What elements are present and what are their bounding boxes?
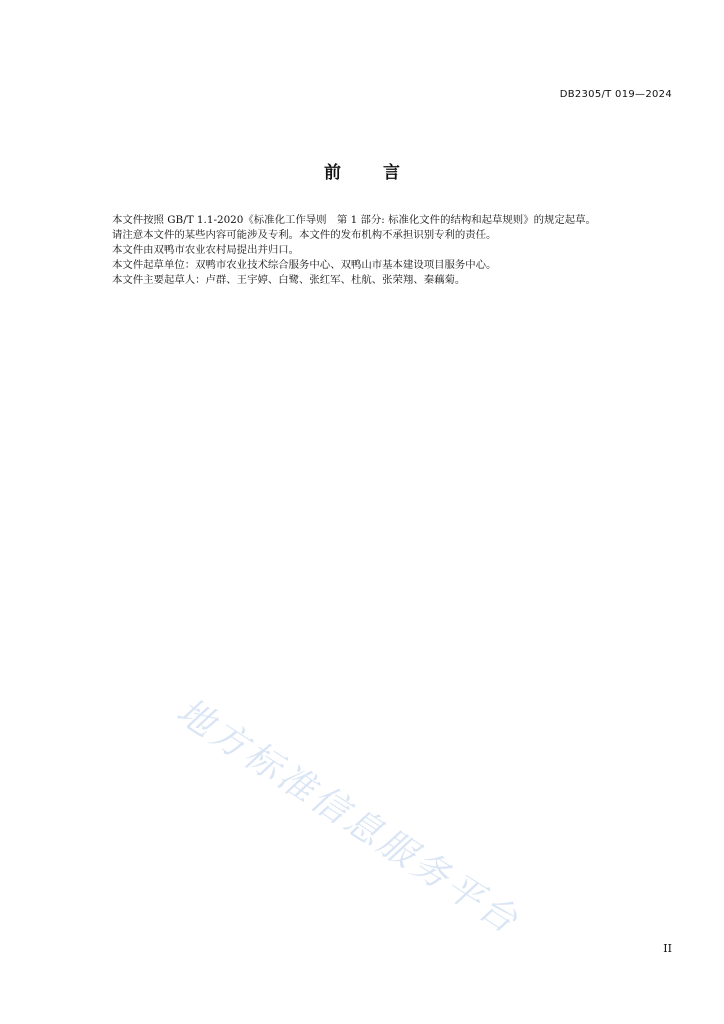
page-number: II: [663, 942, 672, 955]
paragraph-drafting-units: 本文件起草单位：双鸭市农业技术综合服务中心、双鸭山市基本建设项目服务中心。: [112, 259, 497, 271]
title-char-1: 前: [324, 163, 341, 183]
paragraph-drafting-rules: 本文件按照 GB/T 1.1-2020《标准化工作导则 第 1 部分: 标准化文件的结构和起草规则》的规定起草。: [112, 214, 596, 226]
title-char-2: 言: [383, 163, 400, 183]
paragraph-patent-notice: 请注意本文件的某些内容可能涉及专利。本文件的发布机构不承担识别专利的责任。: [112, 229, 497, 241]
paragraph-proposer: 本文件由双鸭市农业农村局提出并归口。: [112, 244, 300, 256]
page-title: [0, 158, 724, 183]
paragraph-drafters: 本文件主要起草人：卢群、王宇婷、白鹭、张红军、杜航、张荣翔、秦藕菊。: [112, 274, 466, 286]
document-code: DB2305/T 019—2024: [559, 89, 672, 100]
watermark: 地方标准信息服务平台: [169, 690, 528, 944]
foreword-body: [112, 213, 692, 288]
